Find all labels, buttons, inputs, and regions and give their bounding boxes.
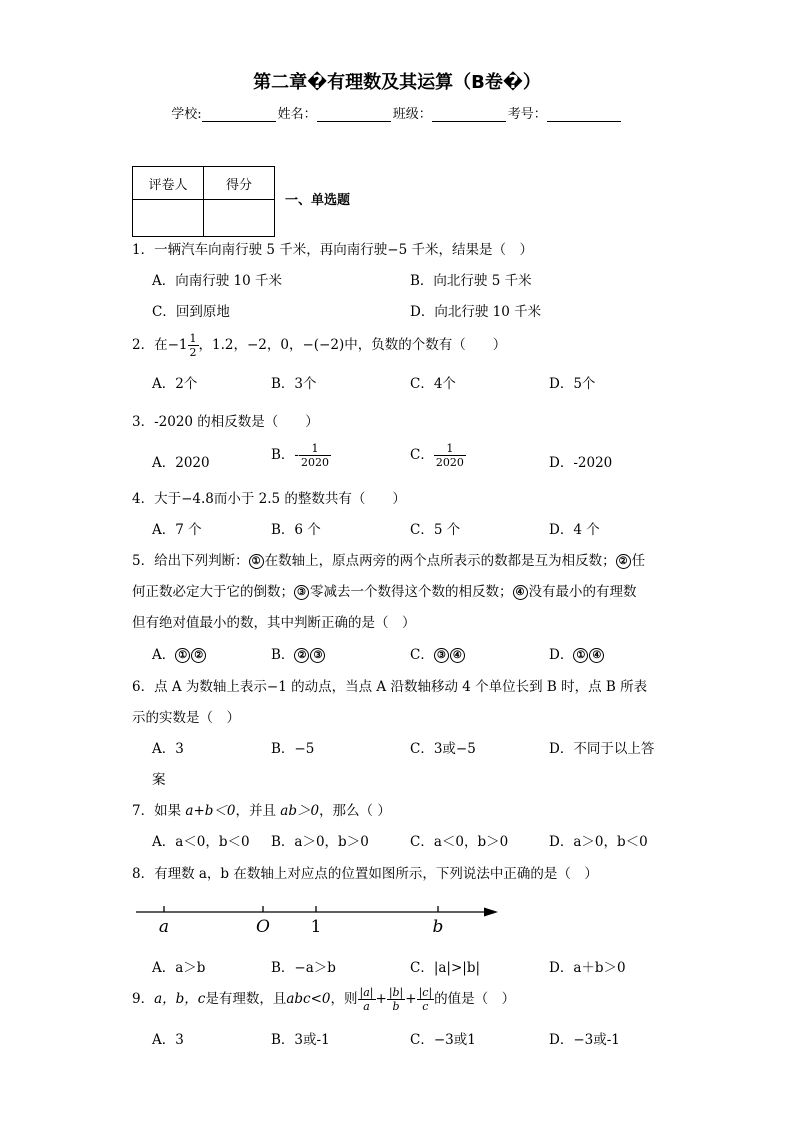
q6-option-a[interactable]: A．3 — [152, 741, 184, 757]
q5-option-b[interactable] — [271, 643, 326, 663]
question-6-line-1: 6．点 A 为数轴上表示−1 的动点，当点 A 沿数轴移动 4 个单位长到 B 时，点 B 所表 — [132, 679, 648, 695]
name-blank[interactable] — [317, 107, 391, 122]
q9-condition: abc<0 — [286, 991, 331, 1007]
q7-option-a[interactable]: A．a＜0，b＜0 — [152, 834, 250, 850]
q3-option-c-label: C． — [410, 447, 434, 463]
q9-stem-post: 的值是（ ） — [434, 991, 516, 1007]
q5-option-c[interactable] — [410, 643, 466, 663]
q7-option-d[interactable]: D．a＞0，b＜0 — [549, 834, 648, 850]
circled-four: ④ — [450, 648, 465, 663]
q9-stem-mid2: ，则 — [330, 991, 358, 1007]
q8-option-c[interactable]: C．|a|>|b| — [410, 960, 481, 976]
q5-intro: 5．给出下列判断： — [132, 553, 249, 569]
q9-vars: a，b，c — [154, 991, 206, 1007]
q2-option-c[interactable]: C．4个 — [410, 376, 456, 392]
q8-option-d[interactable]: D．a＋b＞0 — [549, 960, 626, 976]
circled-three: ③ — [294, 585, 309, 600]
circled-one: ① — [249, 554, 264, 569]
q5-option-a-label: A． — [152, 647, 176, 663]
frac-num: 1 — [299, 442, 331, 456]
exam-no-label: 考号： — [507, 107, 547, 122]
question-1-stem: 1．一辆汽车向南行驶 5 千米，再向南行驶−5 千米，结果是（ ） — [132, 242, 533, 258]
q9-term-c — [417, 986, 435, 1013]
q8-option-a[interactable]: A．a＞b — [152, 960, 206, 976]
q7-stem-post: ，那么（ ） — [319, 803, 391, 819]
q9-option-c[interactable]: C．−3或1 — [410, 1032, 476, 1048]
q2-frac-num: 1 — [189, 332, 197, 345]
axis-label-one: 1 — [310, 917, 322, 937]
term-num: |a| — [359, 986, 374, 999]
q6-option-b[interactable]: B．−5 — [271, 741, 315, 757]
q5-option-d-label: D． — [549, 647, 574, 663]
q3-option-d[interactable]: D．-2020 — [549, 455, 613, 471]
circled-three: ③ — [434, 648, 449, 663]
grader-cell[interactable] — [133, 200, 204, 237]
q8-option-b[interactable]: B．−a＞b — [271, 960, 336, 976]
question-6-line-2: 示的实数是（ ） — [132, 710, 240, 726]
q2-option-b[interactable]: B．3个 — [271, 376, 317, 392]
q9-stem-mid: 是有理数，且 — [205, 991, 287, 1007]
q5-option-c-label: C． — [410, 647, 434, 663]
number-line-arrow — [484, 908, 498, 917]
term-num: |b| — [388, 986, 404, 999]
circled-two: ② — [294, 648, 309, 663]
frac-den: 2020 — [435, 456, 464, 469]
q1-option-d[interactable]: D．向北行驶 10 千米 — [410, 304, 542, 320]
question-5-line-1 — [132, 549, 645, 569]
question-8-stem: 8．有理数 a，b 在数轴上对应点的位置如图所示，下列说法中正确的是（ ） — [132, 866, 598, 882]
number-line-figure — [130, 898, 510, 942]
q9-term-b — [387, 986, 405, 1013]
q3-option-c-fraction — [434, 442, 466, 469]
page-title: 第二章�有理数及其运算（B卷�） — [253, 72, 541, 93]
circled-one: ① — [175, 648, 190, 663]
q1-option-a[interactable]: A．向南行驶 10 千米 — [152, 273, 283, 289]
q2-neg: −1 — [167, 337, 188, 353]
q2-stem-post: 中，负数的个数有（ ） — [344, 337, 507, 353]
q7-expr-2: ab＞0 — [280, 803, 320, 819]
term-den: b — [392, 1000, 400, 1013]
axis-label-origin: O — [256, 917, 270, 937]
q3-option-c[interactable] — [410, 442, 466, 469]
q3-option-b-label: B．- — [271, 447, 299, 463]
school-blank[interactable] — [202, 107, 276, 122]
score-cell[interactable] — [204, 200, 275, 237]
term-den: a — [363, 1000, 370, 1013]
question-5-line-3: 但有绝对值最小的数，其中判断正确的是（ ） — [132, 615, 416, 631]
q9-stem-pre: 9． — [132, 991, 155, 1007]
question-4-stem: 4．大于−4.8而小于 2.5 的整数共有（ ） — [132, 491, 406, 507]
plus-sign: + — [375, 991, 387, 1007]
q5-option-d[interactable] — [549, 643, 605, 663]
q9-option-b[interactable]: B．3或-1 — [271, 1032, 330, 1048]
q4-option-a[interactable]: A．7 个 — [152, 522, 202, 538]
q9-option-d[interactable]: D．−3或-1 — [549, 1032, 620, 1048]
score-table — [132, 166, 275, 237]
q5-option-b-label: B． — [271, 647, 295, 663]
q3-option-b-fraction — [299, 442, 331, 469]
q7-stem-mid: ，并且 — [235, 803, 281, 819]
q3-option-b[interactable] — [271, 442, 331, 469]
question-9-stem — [132, 982, 515, 1016]
q5-statement-1: 在数轴上，原点两旁的两个点所表示的数都是互为相反数； — [264, 553, 616, 569]
q2-stem-pre: 2．在 — [132, 337, 168, 353]
question-7-stem — [132, 799, 391, 819]
q5-statement-3: 零减去一个数得这个数的相反数； — [310, 584, 513, 600]
q2-option-a[interactable]: A．2个 — [152, 376, 198, 392]
q9-option-a[interactable]: A．3 — [152, 1032, 184, 1048]
name-label: 姓名： — [277, 107, 317, 122]
frac-num: 1 — [434, 442, 466, 456]
q5-statement-2a: 任 — [631, 553, 646, 569]
question-2-stem — [132, 330, 506, 360]
q6-option-d[interactable]: D．不同于以上答 — [549, 741, 655, 757]
q1-option-b[interactable]: B．向北行驶 5 千米 — [410, 273, 532, 289]
q4-option-d[interactable]: D．4 个 — [549, 522, 600, 538]
circled-two: ② — [191, 648, 206, 663]
frac-den: 2020 — [300, 456, 329, 469]
school-label: 学校: — [171, 107, 202, 122]
q2-frac-den: 2 — [189, 346, 197, 359]
term-num: |c| — [418, 986, 433, 999]
circled-one: ① — [573, 648, 588, 663]
q7-expr-1: a+b＜0 — [185, 803, 236, 819]
circled-three: ③ — [310, 648, 325, 663]
term-den: c — [422, 1000, 429, 1013]
question-5-line-2 — [132, 580, 637, 600]
q2-fraction — [188, 332, 199, 359]
q5-option-a[interactable] — [152, 643, 207, 663]
q5-statement-4: 没有最小的有理数 — [528, 584, 637, 600]
q7-option-b[interactable]: B．a＞0，b＞0 — [271, 834, 369, 850]
circled-four: ④ — [589, 648, 604, 663]
class-blank[interactable] — [432, 107, 506, 122]
q1-option-c[interactable]: C．回到原地 — [152, 304, 230, 320]
q6-option-d-wrap: 案 — [152, 772, 166, 788]
q2-stem-mid: ，1.2，−2，0，− — [198, 337, 314, 353]
question-3-stem: 3．-2020 的相反数是（ ） — [132, 414, 319, 430]
circled-two: ② — [616, 554, 631, 569]
score-header: 得分 — [204, 167, 275, 200]
class-label: 班级： — [392, 107, 432, 122]
q4-option-c[interactable]: C．5 个 — [410, 522, 461, 538]
q6-option-c[interactable]: C．3或−5 — [410, 741, 476, 757]
q9-term-a — [358, 986, 376, 1013]
grader-header: 评卷人 — [133, 167, 204, 200]
q2-option-d[interactable]: D．5个 — [549, 376, 596, 392]
circled-four: ④ — [513, 585, 528, 600]
q7-stem-pre: 7．如果 — [132, 803, 186, 819]
q3-option-a[interactable]: A．2020 — [152, 455, 210, 471]
student-info-line — [0, 103, 794, 122]
q5-statement-2b: 何正数必定大于它的倒数； — [132, 584, 294, 600]
axis-label-b: b — [432, 917, 444, 937]
q2-paren: (−2) — [313, 337, 345, 353]
plus-sign: + — [405, 991, 417, 1007]
axis-label-a: a — [158, 917, 170, 937]
section-title: 一、单选题 — [285, 193, 351, 208]
exam-no-blank[interactable] — [547, 107, 621, 122]
q4-option-b[interactable]: B．6 个 — [271, 522, 321, 538]
q7-option-c[interactable]: C．a＜0，b＞0 — [410, 834, 509, 850]
